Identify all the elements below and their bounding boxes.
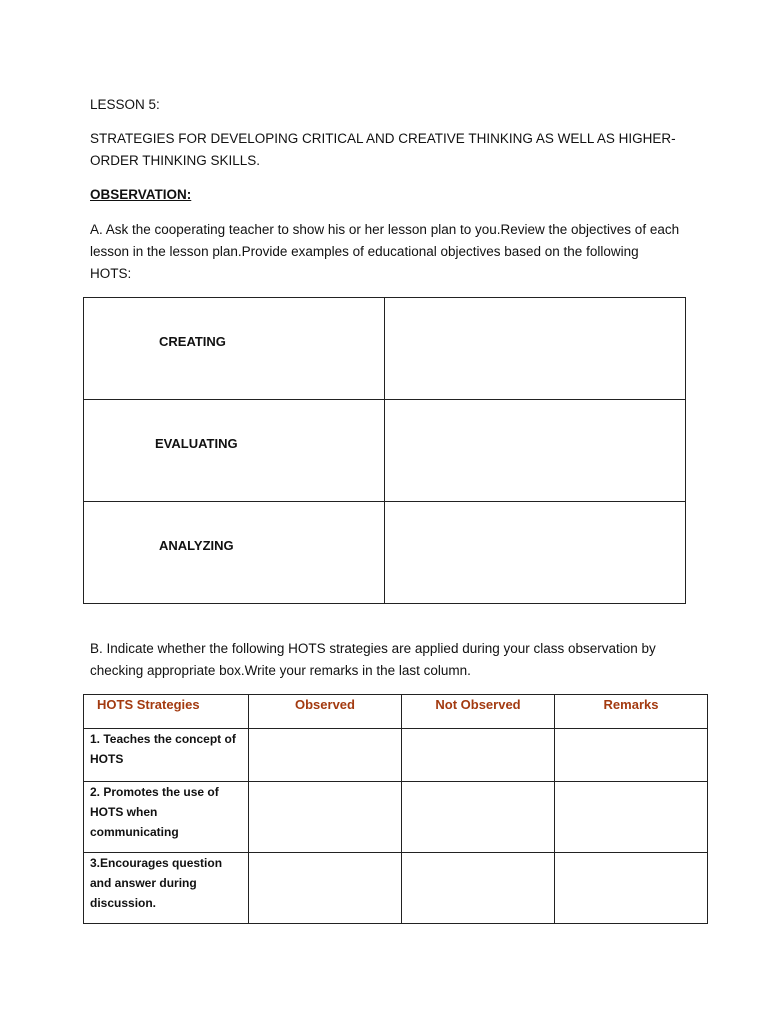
table-row [84, 502, 686, 604]
lesson-title: LESSON 5: [90, 97, 160, 112]
strategy-text: 1. Teaches the concept of HOTS [90, 732, 236, 766]
header-not-observed: Not Observed [402, 695, 555, 729]
hots-label-cell [84, 298, 385, 400]
hots-objectives-table [83, 297, 686, 604]
observation-heading: OBSERVATION: [90, 187, 192, 202]
table-row [84, 729, 708, 782]
hots-label-creating: CREATING [159, 334, 226, 349]
objective-entry-cell[interactable] [385, 298, 686, 400]
remarks-cell[interactable] [555, 853, 708, 924]
hots-label-cell [84, 502, 385, 604]
header-remarks: Remarks [555, 695, 708, 729]
strategy-text: 3.Encourages question and answer during discussion. [90, 856, 223, 910]
observed-checkbox-cell[interactable] [249, 853, 402, 924]
strategy-cell [84, 729, 249, 782]
part-a-instruction: A. Ask the cooperating teacher to show his or her lesson plan to you.Review the objectives of each lesson in the lesson plan.Provide examples of educational objectives based on the following HOTS: [90, 222, 680, 281]
not-observed-checkbox-cell[interactable] [402, 853, 555, 924]
lesson-subtitle: STRATEGIES FOR DEVELOPING CRITICAL AND CREATIVE THINKING AS WELL AS HIGHER-ORDER THINKING SKILLS. [90, 131, 676, 168]
strategy-cell [84, 782, 249, 853]
table-row [84, 298, 686, 400]
header-observed: Observed [249, 695, 402, 729]
objective-entry-cell[interactable] [385, 502, 686, 604]
strategy-text: 2. Promotes the use of HOTS when communicating [90, 785, 219, 839]
hots-label-cell [84, 400, 385, 502]
objective-entry-cell[interactable] [385, 400, 686, 502]
hots-label-evaluating: EVALUATING [155, 436, 238, 451]
hots-strategies-table [83, 694, 708, 924]
remarks-cell[interactable] [555, 782, 708, 853]
not-observed-checkbox-cell[interactable] [402, 729, 555, 782]
remarks-cell[interactable] [555, 729, 708, 782]
table-row [84, 400, 686, 502]
observed-checkbox-cell[interactable] [249, 782, 402, 853]
hots-label-analyzing: ANALYZING [159, 538, 234, 553]
not-observed-checkbox-cell[interactable] [402, 782, 555, 853]
observed-checkbox-cell[interactable] [249, 729, 402, 782]
part-b-instruction: B. Indicate whether the following HOTS strategies are applied during your class observation by checking appropriate box.Write your remarks in the last column. [90, 641, 656, 678]
table-row [84, 853, 708, 924]
table-row [84, 782, 708, 853]
strategy-cell [84, 853, 249, 924]
header-hots-strategies: HOTS Strategies [84, 695, 249, 729]
table-header-row [84, 695, 708, 729]
